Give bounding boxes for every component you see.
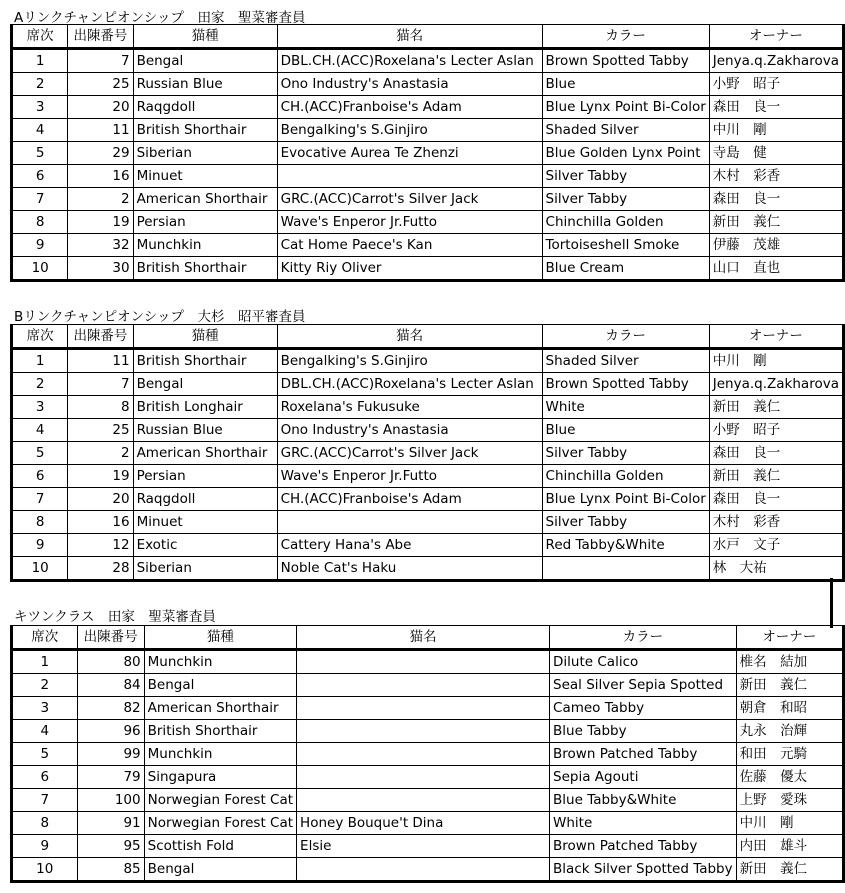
- table-row: [12, 858, 844, 882]
- color-cell: Blue Tabby&White: [550, 789, 737, 812]
- rank-cell: 4: [12, 419, 68, 442]
- rank-cell: 6: [12, 465, 68, 488]
- entry-number-cell: 19: [68, 465, 133, 488]
- table-row: [12, 511, 844, 534]
- rank-cell: 3: [12, 697, 78, 720]
- cat-name-cell: Honey Bouque't Dina: [297, 812, 550, 835]
- table-row: [12, 720, 844, 743]
- table-row: [12, 211, 844, 234]
- breed-cell: Minuet: [133, 511, 277, 534]
- entry-number-cell: 84: [77, 674, 144, 697]
- breed-cell: Russian Blue: [133, 419, 277, 442]
- owner-cell: 小野 昭子: [709, 73, 843, 96]
- table-row: [12, 465, 844, 488]
- entry-number-cell: 80: [77, 650, 144, 674]
- entry-number-cell: 25: [68, 419, 133, 442]
- breed-header: 猫種: [133, 325, 277, 349]
- color-cell: Silver Tabby: [542, 165, 709, 188]
- rank-cell: 7: [12, 188, 68, 211]
- breed-cell: Bengal: [144, 858, 296, 882]
- color-cell: Tortoiseshell Smoke: [542, 234, 709, 257]
- entry-number-header: 出陳番号: [68, 25, 133, 49]
- rank-cell: 8: [12, 812, 78, 835]
- entry-number-cell: 16: [68, 511, 133, 534]
- owner-cell: 椎名 結加: [736, 650, 843, 674]
- section-title-b: Bリンクチャンピオンシップ 大杉 昭平審査員: [14, 309, 306, 325]
- breed-cell: Siberian: [133, 557, 277, 581]
- entry-number-cell: 12: [68, 534, 133, 557]
- entry-number-cell: 11: [68, 119, 133, 142]
- entry-number-cell: 20: [68, 96, 133, 119]
- rank-cell: 2: [12, 674, 78, 697]
- cat-name-cell: [297, 789, 550, 812]
- header-row: [12, 325, 844, 349]
- color-cell: Silver Tabby: [542, 442, 709, 465]
- table-row: [12, 396, 844, 419]
- owner-cell: 小野 昭子: [709, 419, 843, 442]
- cat-name-cell: [297, 720, 550, 743]
- table-row: [12, 766, 844, 789]
- color-header: カラー: [542, 25, 709, 49]
- breed-cell: Scottish Fold: [144, 835, 296, 858]
- cat-name-cell: [297, 743, 550, 766]
- color-cell: Silver Tabby: [542, 511, 709, 534]
- entry-number-cell: 8: [68, 396, 133, 419]
- cat-name-cell: GRC.(ACC)Carrot's Silver Jack: [277, 188, 542, 211]
- color-cell: Brown Spotted Tabby: [542, 373, 709, 396]
- table-row: [12, 234, 844, 257]
- owner-cell: 森田 良一: [709, 488, 843, 511]
- owner-header: オーナー: [709, 325, 843, 349]
- cat-name-cell: Elsie: [297, 835, 550, 858]
- entry-number-cell: 28: [68, 557, 133, 581]
- breed-cell: British Longhair: [133, 396, 277, 419]
- table-row: [12, 743, 844, 766]
- header-row: [12, 25, 844, 49]
- entry-number-cell: 91: [77, 812, 144, 835]
- rank-cell: 10: [12, 858, 78, 882]
- cat-name-cell: [297, 674, 550, 697]
- entry-number-cell: 2: [68, 188, 133, 211]
- table-row: [12, 650, 844, 674]
- rank-header: 席次: [12, 626, 78, 650]
- table-row: [12, 349, 844, 373]
- table-row: [12, 812, 844, 835]
- entry-number-cell: 16: [68, 165, 133, 188]
- cat-name-cell: DBL.CH.(ACC)Roxelana's Lecter Aslan: [277, 373, 542, 396]
- rank-cell: 9: [12, 835, 78, 858]
- cat-name-cell: CH.(ACC)Franboise's Adam: [277, 96, 542, 119]
- entry-number-cell: 25: [68, 73, 133, 96]
- entry-number-cell: 82: [77, 697, 144, 720]
- breed-cell: Bengal: [144, 674, 296, 697]
- cat-name-cell: Kitty Riy Oliver: [277, 257, 542, 281]
- rank-cell: 6: [12, 766, 78, 789]
- owner-cell: 新田 義仁: [736, 674, 843, 697]
- breed-cell: British Shorthair: [133, 257, 277, 281]
- table-row: [12, 142, 844, 165]
- table-row: [12, 73, 844, 96]
- owner-cell: 木村 彩香: [709, 165, 843, 188]
- table-row: [12, 96, 844, 119]
- color-cell: Sepia Agouti: [550, 766, 737, 789]
- results-table-kitten: [10, 625, 845, 883]
- color-cell: Blue Golden Lynx Point: [542, 142, 709, 165]
- owner-cell: 伊藤 茂雄: [709, 234, 843, 257]
- color-cell: Blue Lynx Point Bi-Color: [542, 488, 709, 511]
- table-row: [12, 488, 844, 511]
- cat-name-cell: GRC.(ACC)Carrot's Silver Jack: [277, 442, 542, 465]
- breed-cell: Raqgdoll: [133, 96, 277, 119]
- rank-cell: 2: [12, 73, 68, 96]
- color-cell: White: [542, 396, 709, 419]
- rank-cell: 1: [12, 349, 68, 373]
- color-cell: Dilute Calico: [550, 650, 737, 674]
- breed-cell: British Shorthair: [144, 720, 296, 743]
- breed-cell: Bengal: [133, 373, 277, 396]
- owner-cell: 中川 剛: [709, 349, 843, 373]
- entry-number-header: 出陳番号: [77, 626, 144, 650]
- breed-cell: Norwegian Forest Cat: [144, 789, 296, 812]
- rank-cell: 6: [12, 165, 68, 188]
- cat-name-cell: Bengalking's S.Ginjiro: [277, 349, 542, 373]
- table-row: [12, 789, 844, 812]
- color-cell: Brown Patched Tabby: [550, 835, 737, 858]
- cat-name-cell: Evocative Aurea Te Zhenzi: [277, 142, 542, 165]
- cat-name-cell: [297, 650, 550, 674]
- entry-number-cell: 7: [68, 373, 133, 396]
- owner-header: オーナー: [709, 25, 843, 49]
- rank-cell: 1: [12, 650, 78, 674]
- table-row: [12, 188, 844, 211]
- cat-name-cell: Wave's Enperor Jr.Futto: [277, 465, 542, 488]
- rank-cell: 4: [12, 119, 68, 142]
- owner-cell: 和田 元騎: [736, 743, 843, 766]
- cat-name-cell: [297, 858, 550, 882]
- breed-cell: Singapura: [144, 766, 296, 789]
- rank-cell: 8: [12, 211, 68, 234]
- breed-cell: Munchkin: [144, 743, 296, 766]
- color-cell: Black Silver Spotted Tabby: [550, 858, 737, 882]
- section-title-a: Aリンクチャンピオンシップ 田家 聖菜審査員: [14, 10, 306, 26]
- color-cell: Blue: [542, 73, 709, 96]
- cat-name-cell: Noble Cat's Haku: [277, 557, 542, 581]
- cat-name-header: 猫名: [277, 25, 542, 49]
- results-table-a: [10, 24, 845, 282]
- cat-name-cell: [277, 165, 542, 188]
- table-row: [12, 165, 844, 188]
- cat-name-cell: [297, 766, 550, 789]
- breed-cell: Munchkin: [144, 650, 296, 674]
- color-cell: Blue Cream: [542, 257, 709, 281]
- cat-name-header: 猫名: [297, 626, 550, 650]
- breed-cell: Raqgdoll: [133, 488, 277, 511]
- rank-cell: 2: [12, 373, 68, 396]
- color-cell: Cameo Tabby: [550, 697, 737, 720]
- cat-name-cell: CH.(ACC)Franboise's Adam: [277, 488, 542, 511]
- owner-cell: 木村 彩香: [709, 511, 843, 534]
- table-row: [12, 419, 844, 442]
- breed-header: 猫種: [144, 626, 296, 650]
- entry-number-cell: 29: [68, 142, 133, 165]
- color-cell: Chinchilla Golden: [542, 211, 709, 234]
- cat-name-header: 猫名: [277, 325, 542, 349]
- results-table-b: [10, 324, 845, 582]
- breed-cell: Minuet: [133, 165, 277, 188]
- owner-cell: 上野 愛珠: [736, 789, 843, 812]
- breed-header: 猫種: [133, 25, 277, 49]
- color-cell: Chinchilla Golden: [542, 465, 709, 488]
- entry-number-header: 出陳番号: [68, 325, 133, 349]
- owner-cell: 内田 雄斗: [736, 835, 843, 858]
- rank-header: 席次: [12, 325, 68, 349]
- entry-number-cell: 96: [77, 720, 144, 743]
- rank-cell: 5: [12, 442, 68, 465]
- entry-number-cell: 11: [68, 349, 133, 373]
- table-row: [12, 534, 844, 557]
- rank-cell: 3: [12, 396, 68, 419]
- breed-cell: Siberian: [133, 142, 277, 165]
- breed-cell: American Shorthair: [144, 697, 296, 720]
- rank-cell: 10: [12, 257, 68, 281]
- breed-cell: Russian Blue: [133, 73, 277, 96]
- color-cell: [542, 557, 709, 581]
- cat-name-cell: Cat Home Paece's Kan: [277, 234, 542, 257]
- owner-cell: 中川 剛: [736, 812, 843, 835]
- table-row: [12, 697, 844, 720]
- cat-name-cell: Wave's Enperor Jr.Futto: [277, 211, 542, 234]
- rank-cell: 5: [12, 743, 78, 766]
- rank-cell: 7: [12, 789, 78, 812]
- color-cell: Brown Spotted Tabby: [542, 49, 709, 73]
- rank-cell: 9: [12, 534, 68, 557]
- owner-cell: 森田 良一: [709, 96, 843, 119]
- rank-cell: 7: [12, 488, 68, 511]
- owner-cell: 林 大祐: [709, 557, 843, 581]
- color-cell: Seal Silver Sepia Spotted: [550, 674, 737, 697]
- color-cell: Shaded Silver: [542, 349, 709, 373]
- entry-number-cell: 79: [77, 766, 144, 789]
- entry-number-cell: 30: [68, 257, 133, 281]
- breed-cell: Persian: [133, 465, 277, 488]
- color-cell: Blue: [542, 419, 709, 442]
- rank-cell: 1: [12, 49, 68, 73]
- entry-number-cell: 20: [68, 488, 133, 511]
- table-row: [12, 674, 844, 697]
- rank-cell: 8: [12, 511, 68, 534]
- owner-cell: Jenya.q.Zakharova: [709, 373, 843, 396]
- owner-cell: 水戸 文子: [709, 534, 843, 557]
- color-cell: White: [550, 812, 737, 835]
- owner-cell: 山口 直也: [709, 257, 843, 281]
- owner-header: オーナー: [736, 626, 843, 650]
- rank-cell: 5: [12, 142, 68, 165]
- color-cell: Blue Tabby: [550, 720, 737, 743]
- breed-cell: Munchkin: [133, 234, 277, 257]
- color-header: カラー: [550, 626, 737, 650]
- entry-number-cell: 7: [68, 49, 133, 73]
- breed-cell: Bengal: [133, 49, 277, 73]
- color-cell: Red Tabby&White: [542, 534, 709, 557]
- rank-cell: 3: [12, 96, 68, 119]
- table-row: [12, 49, 844, 73]
- rank-header: 席次: [12, 25, 68, 49]
- section-title-kitten: キツンクラス 田家 聖菜審査員: [14, 609, 216, 625]
- entry-number-cell: 85: [77, 858, 144, 882]
- color-cell: Shaded Silver: [542, 119, 709, 142]
- cat-name-cell: Ono Industry's Anastasia: [277, 419, 542, 442]
- rank-cell: 10: [12, 557, 68, 581]
- breed-cell: American Shorthair: [133, 188, 277, 211]
- owner-cell: Jenya.q.Zakharova: [709, 49, 843, 73]
- owner-cell: 佐藤 優太: [736, 766, 843, 789]
- owner-cell: 新田 義仁: [709, 396, 843, 419]
- color-header: カラー: [542, 325, 709, 349]
- color-cell: Brown Patched Tabby: [550, 743, 737, 766]
- owner-cell: 新田 義仁: [736, 858, 843, 882]
- owner-cell: 新田 義仁: [709, 465, 843, 488]
- table-row: [12, 442, 844, 465]
- entry-number-cell: 19: [68, 211, 133, 234]
- entry-number-cell: 32: [68, 234, 133, 257]
- breed-cell: American Shorthair: [133, 442, 277, 465]
- cat-name-cell: [297, 697, 550, 720]
- owner-cell: 寺島 健: [709, 142, 843, 165]
- owner-cell: 朝倉 和昭: [736, 697, 843, 720]
- right-border-rule: [830, 578, 833, 628]
- breed-cell: British Shorthair: [133, 119, 277, 142]
- cat-name-cell: [277, 511, 542, 534]
- cat-name-cell: DBL.CH.(ACC)Roxelana's Lecter Aslan: [277, 49, 542, 73]
- owner-cell: 丸永 治輝: [736, 720, 843, 743]
- cat-name-cell: Roxelana's Fukusuke: [277, 396, 542, 419]
- entry-number-cell: 99: [77, 743, 144, 766]
- owner-cell: 森田 良一: [709, 188, 843, 211]
- color-cell: Blue Lynx Point Bi-Color: [542, 96, 709, 119]
- breed-cell: British Shorthair: [133, 349, 277, 373]
- color-cell: Silver Tabby: [542, 188, 709, 211]
- table-row: [12, 373, 844, 396]
- owner-cell: 中川 剛: [709, 119, 843, 142]
- owner-cell: 新田 義仁: [709, 211, 843, 234]
- header-row: [12, 626, 844, 650]
- table-row: [12, 119, 844, 142]
- entry-number-cell: 2: [68, 442, 133, 465]
- breed-cell: Norwegian Forest Cat: [144, 812, 296, 835]
- breed-cell: Exotic: [133, 534, 277, 557]
- cat-name-cell: Ono Industry's Anastasia: [277, 73, 542, 96]
- breed-cell: Persian: [133, 211, 277, 234]
- cat-name-cell: Bengalking's S.Ginjiro: [277, 119, 542, 142]
- entry-number-cell: 100: [77, 789, 144, 812]
- table-row: [12, 557, 844, 581]
- table-row: [12, 835, 844, 858]
- rank-cell: 4: [12, 720, 78, 743]
- rank-cell: 9: [12, 234, 68, 257]
- owner-cell: 森田 良一: [709, 442, 843, 465]
- entry-number-cell: 95: [77, 835, 144, 858]
- table-row: [12, 257, 844, 281]
- cat-name-cell: Cattery Hana's Abe: [277, 534, 542, 557]
